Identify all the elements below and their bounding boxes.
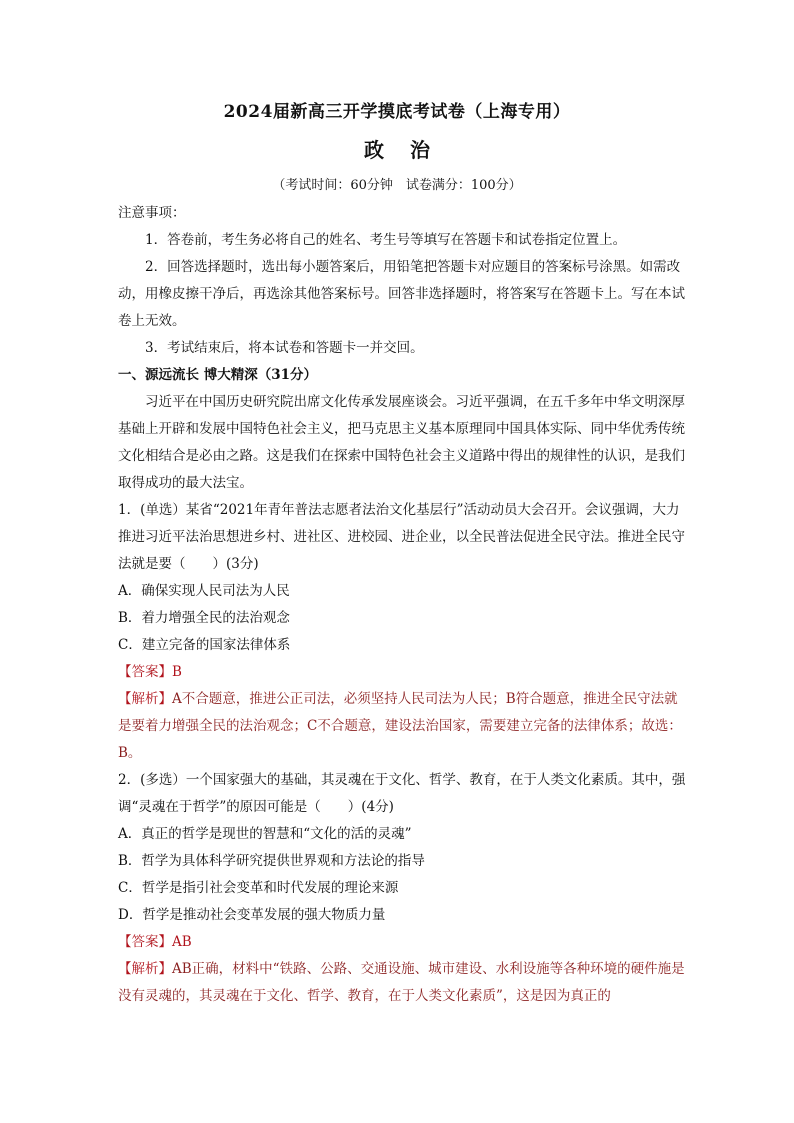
answer-value: AB bbox=[172, 934, 192, 950]
exam-title: 2024届新高三开学摸底考试卷（上海专用） bbox=[223, 102, 571, 122]
note-item-1: 1．答卷前，考生务必将自己的姓名、考生号等填写在答题卡和试卷指定位置上。 bbox=[145, 232, 627, 248]
explanation-text: A不合题意，推进公正司法，必须坚持人民司法为人民；B符合题意，推进全民守法就是要着力增强全民的法治观念；C不合题意，建设法治国家，需要建立完备的法律体系；故选：B。 bbox=[118, 691, 682, 761]
question-2-option-c: C．哲学是指引社会变革和时代发展的理论来源 bbox=[118, 880, 399, 896]
section-heading: 一、源远流长 博大精深（31分） bbox=[118, 367, 317, 383]
answer-value: B bbox=[172, 664, 182, 680]
question-1-option-b: B．着力增强全民的法治观念 bbox=[118, 610, 290, 626]
exam-info: （考试时间：60分钟 试卷满分：100分） bbox=[272, 178, 522, 193]
answer-label: 【答案】 bbox=[118, 934, 172, 950]
subject-title: 政治 bbox=[364, 138, 456, 162]
notes-heading: 注意事项： bbox=[118, 205, 186, 221]
question-2-option-b: B．哲学为具体科学研究提供世界观和方法论的指导 bbox=[118, 853, 425, 869]
question-1-answer bbox=[118, 659, 686, 686]
question-2-option-a: A．真正的哲学是现世的智慧和“文化的活的灵魂” bbox=[118, 826, 412, 842]
question-2-answer bbox=[118, 929, 686, 956]
explanation-text: AB正确，材料中“铁路、公路、交通设施、城市建设、水利设施等各种环境的硬件施是没有灵魂的，其灵魂在于文化、哲学、教育，在于人类文化素质”，这是因为真正的 bbox=[118, 961, 685, 1004]
question-1-stem: 1．(单选）某省“2021年青年普法志愿者法治文化基层行”活动动员大会召开。会议强调，大力推进习近平法治思想进乡村、进社区、进校园、进企业，以全民普法促进全民守法。推进全民守法就是要（ ）(3分) bbox=[118, 502, 685, 572]
exam-body bbox=[118, 200, 686, 1010]
explanation-label: 【解析】 bbox=[118, 691, 172, 707]
answer-label: 【答案】 bbox=[118, 664, 172, 680]
question-1-option-a: A．确保实现人民司法为人民 bbox=[118, 583, 290, 599]
section-intro: 习近平在中国历史研究院出席文化传承发展座谈会。习近平强调，在五千多年中华文明深厚基础上开辟和发展中国特色社会主义，把马克思主义基本原理同中国具体实际、同中华优秀传统文化相结合是必由之路。这是我们在探索中国特色社会主义道路中得出的规律性的认识，是我们取得成功的最大法宝。 bbox=[118, 394, 685, 491]
note-item-2: 2．回答选择题时，选出每小题答案后，用铅笔把答题卡对应题目的答案标号涂黑。如需改动，用橡皮擦干净后，再选涂其他答案标号。回答非选择题时，将答案写在答题卡上。写在本试卷上无效。 bbox=[118, 259, 685, 329]
explanation-label: 【解析】 bbox=[118, 961, 172, 977]
question-2-stem: 2．(多选）一个国家强大的基础，其灵魂在于文化、哲学、教育，在于人类文化素质。其中，强调“灵魂在于哲学”的原因可能是（ ）(4分) bbox=[118, 772, 686, 815]
note-item-3: 3．考试结束后，将本试卷和答题卡一并交回。 bbox=[145, 340, 424, 356]
question-2-explanation bbox=[118, 956, 686, 1010]
question-2-option-d: D．哲学是推动社会变革发展的强大物质力量 bbox=[118, 907, 386, 923]
question-1-option-c: C．建立完备的国家法律体系 bbox=[118, 637, 291, 653]
question-1-explanation bbox=[118, 686, 686, 767]
